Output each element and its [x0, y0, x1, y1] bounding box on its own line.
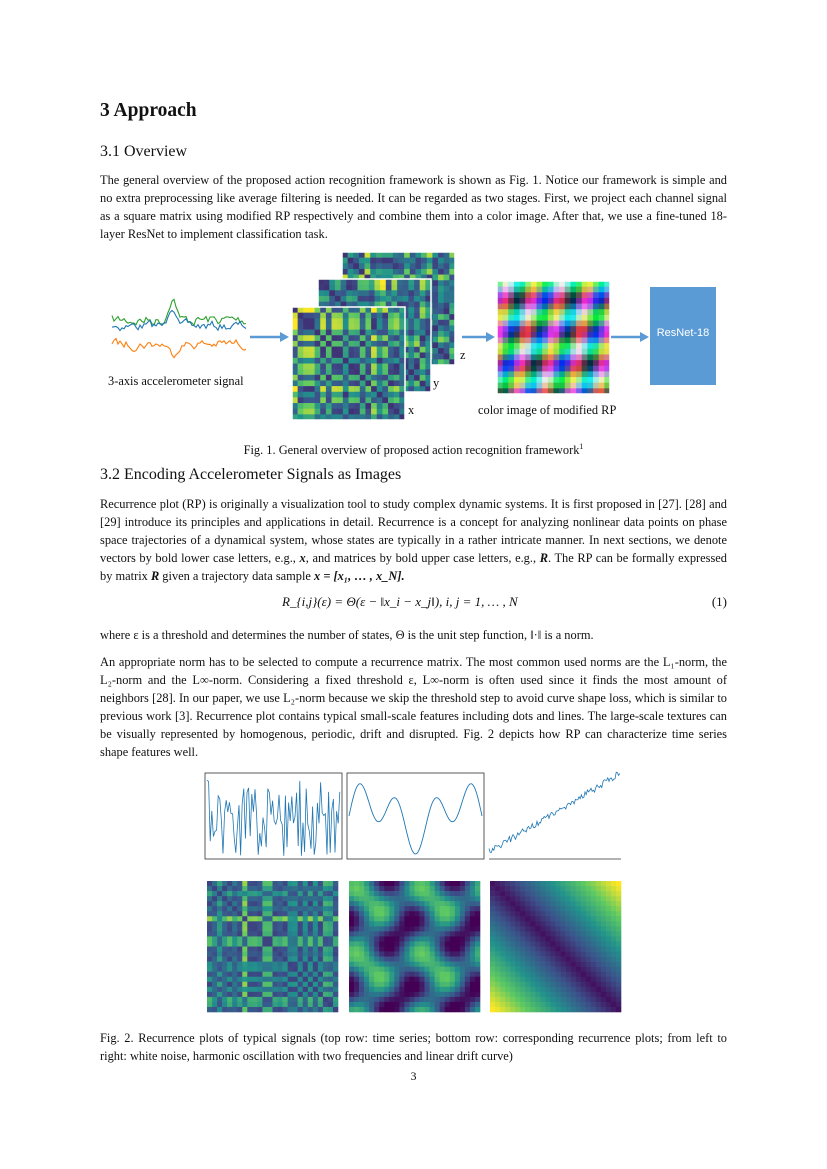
time-series-drift — [489, 772, 621, 859]
encoding-paragraph-3: An appropriate norm has to be selected to compute a recurrence matrix. The most common used norms are the L₁-norm, the L₂-norm and the L∞-norm. Considering a fixed threshold ε, L∞-norm is often used since it finds the most amount of neighbors [28]. In our paper, we use L₂-norm because we skip the threshold step to avoid curve shape loss, which is similar to previous work [3]. Recurrence plot contains typical small-scale features including dots and lines. The large-scale textures can be visually represented by homogenous, periodic, drift and disrupted. Fig. 2 depicts how RP can characterize time series shape features well. — [100, 655, 727, 759]
arrow-1 — [250, 332, 289, 342]
encoding-paragraph-2: where ε is a threshold and determines the number of states, Θ is the unit step function, ‖·‖ is a norm. — [100, 628, 594, 642]
noise-line — [207, 780, 340, 856]
figure-1 — [0, 248, 827, 428]
equation-1 — [100, 594, 727, 616]
figure-2-graphic — [0, 768, 827, 1018]
arrow-2 — [462, 332, 495, 342]
axis-label-x: x — [408, 403, 415, 417]
harmonic-line — [349, 784, 482, 854]
signal-label: 3-axis accelerometer signal — [108, 374, 244, 388]
overview-heading: 3.1 Overview — [100, 143, 188, 160]
color-rp-image — [497, 281, 610, 394]
signal-line — [112, 339, 246, 358]
encoding-paragraph-1: Recurrence plot (RP) is originally a visualization tool to study complex dynamic systems. It is first proposed in [27]. [28] and [29] introduce its principles and applications in detail. Recurrence is a concept for analyzing nonlinear data points on phase space trajectories of a dynamical system, whose states are typically in a rather intricate manner. In next sections, we denote vectors by bold lower case letters, e.g., x, and matrices by bold upper case letters, e.g., R. The RP can be formally expressed by matrix R given a trajectory data sample x = [x₁, … , x_N]. — [100, 497, 728, 583]
axis-label-z: z — [460, 348, 466, 362]
figure-1-caption: Fig. 1. General overview of proposed action recognition framework$^1$ — [243, 442, 584, 458]
color-image-label: color image of modified RP — [478, 403, 617, 417]
axis-label-y: y — [433, 376, 440, 390]
accelerometer-signal-plot — [112, 299, 246, 357]
overview-paragraph: The general overview of the proposed action recognition framework is shown as Fig. 1. Notice our framework is simple and no extra preprocessing like average filtering is needed. It can be regarded as two stages. First, we project each channel signal as a square matrix using modified RP respectively and combine them into a color image. After that, we use a fine-tuned 18-layer ResNet to implement classification task. — [100, 173, 727, 241]
equation-number: (1) — [711, 594, 727, 609]
resnet-label: ResNet-18 — [656, 327, 710, 339]
time-series-white-noise — [205, 773, 342, 859]
equation-body: R_{i,j}(ε) = Θ(ε − ‖x_i − x_j‖), i, j = 1, … , N — [282, 594, 518, 609]
time-series-harmonic — [347, 773, 484, 859]
rp-matrix-x — [292, 307, 405, 420]
page-number: 3 — [410, 1069, 417, 1083]
figure-2-caption: Fig. 2. Recurrence plots of typical signals (top row: time series; bottom row: corresponding recurrence plots; from left to right: white noise, harmonic oscillation with two frequencies and linear drift curve) — [100, 1031, 727, 1063]
arrow-3 — [611, 332, 649, 342]
recurrence-plot-harmonic — [349, 881, 480, 1012]
recurrence-plot-white-noise — [207, 881, 338, 1012]
drift-line — [489, 772, 620, 852]
section-title: 3 Approach — [100, 100, 197, 121]
footnote-mark: 1 — [579, 442, 584, 451]
recurrence-plot-drift — [490, 881, 621, 1012]
encoding-heading: 3.2 Encoding Accelerometer Signals as Images — [100, 466, 402, 483]
figure-2 — [0, 768, 827, 1018]
